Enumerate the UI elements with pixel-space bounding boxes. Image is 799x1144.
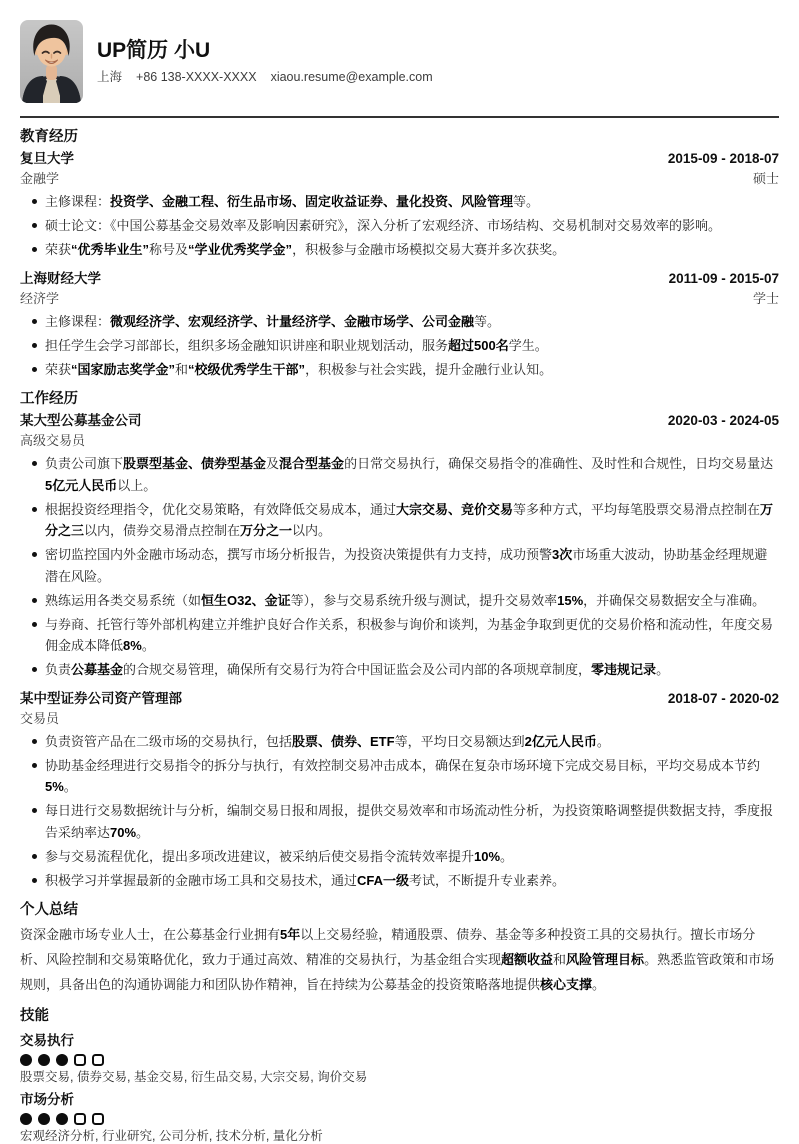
major: 经济学 — [20, 290, 60, 306]
bullet-dot-icon — [32, 507, 37, 512]
rating-dot-empty — [74, 1054, 86, 1066]
bullet-dot-icon — [32, 319, 37, 324]
education-date-range: 2011-09 - 2015-07 — [668, 270, 779, 286]
education-entry — [20, 269, 779, 381]
bullet-dot-icon — [32, 763, 37, 768]
section-education — [20, 128, 779, 380]
bullet-item — [20, 590, 779, 612]
contact-phone: +86 138-XXXX-XXXX — [136, 70, 257, 84]
skill-rating — [20, 1113, 779, 1125]
rating-dot-filled — [20, 1054, 32, 1066]
education-date-range: 2015-09 - 2018-07 — [667, 151, 779, 166]
profile-photo — [20, 20, 83, 103]
bullet-dot-icon — [32, 598, 37, 603]
education-entry — [20, 149, 779, 261]
work-section-title: 工作经历 — [20, 391, 78, 407]
bullet-item — [20, 800, 779, 843]
bullet-dot-icon — [32, 667, 37, 672]
work-entry — [20, 689, 779, 892]
profile-photo-illustration — [20, 20, 83, 103]
skill-keywords: 股票交易, 债券交易, 基金交易, 衍生品交易, 大宗交易, 询价交易 — [20, 1070, 368, 1084]
bullet-item — [20, 453, 779, 496]
bullet-dot-icon — [32, 854, 37, 859]
bullet-text: 参与交易流程优化，提出多项改进建议，被采纳后使交易指令流转效率提升10%。 — [45, 848, 514, 864]
bullet-dot-icon — [32, 878, 37, 883]
rating-dot-filled — [56, 1054, 68, 1066]
bullet-text: 积极学习并掌握最新的金融市场工具和交易技术，通过CFA一级考试，不断提升专业素养。 — [45, 872, 566, 888]
work-date-range: 2018-07 - 2020-02 — [667, 690, 779, 706]
bullet-dot-icon — [32, 343, 37, 348]
work-entry — [20, 411, 779, 681]
bullet-item — [20, 870, 779, 892]
work-date-range: 2020-03 - 2024-05 — [667, 413, 779, 428]
degree: 硕士 — [752, 171, 779, 186]
bullet-text: 硕士论文：《中国公募基金交易效率及影响因素研究》，深入分析了宏观经济、市场结构、交易机制对交易效率的影响。 — [45, 218, 722, 233]
bullet-item — [20, 731, 779, 753]
education-section-title: 教育经历 — [20, 129, 78, 145]
bullet-item — [20, 335, 779, 357]
bullet-text: 协助基金经理进行交易指令的拆分与执行，有效控制交易冲击成本，确保在复杂市场环境下完成交易目标，平均交易成本节约5%。 — [45, 757, 761, 794]
rating-dot-empty — [92, 1113, 104, 1125]
bullet-dot-icon — [32, 552, 37, 557]
bullet-item — [20, 499, 779, 542]
bullet-dot-icon — [32, 808, 37, 813]
bullet-text: 担任学生会学习部部长，组织多场金融知识讲座和职业规划活动，服务超过500名学生。 — [45, 337, 548, 353]
resume-header — [20, 20, 779, 103]
school-name: 复旦大学 — [20, 151, 74, 166]
education-bullets — [20, 189, 779, 261]
bullet-dot-icon — [32, 247, 37, 252]
skill-item — [20, 1090, 779, 1144]
bullet-text: 主修课程：微观经济学、宏观经济学、计量经济学、金融市场学、公司金融等。 — [45, 313, 501, 329]
work-bullets — [20, 451, 779, 681]
bullet-item — [20, 311, 779, 333]
contact-location: 上海 — [97, 70, 123, 84]
identity-block — [97, 37, 433, 86]
section-work — [20, 390, 779, 891]
bullet-item — [20, 215, 779, 237]
bullet-item — [20, 846, 779, 868]
skills-section-title: 技能 — [20, 1008, 49, 1024]
major: 金融学 — [20, 171, 60, 186]
bullet-text: 主修课程：投资学、金融工程、衍生品市场、固定收益证券、量化投资、风险管理等。 — [45, 194, 540, 209]
skill-item — [20, 1031, 779, 1085]
bullet-item — [20, 239, 779, 261]
bullet-dot-icon — [32, 367, 37, 372]
bullet-dot-icon — [32, 199, 37, 204]
bullet-dot-icon — [32, 739, 37, 744]
rating-dot-filled — [38, 1113, 50, 1125]
bullet-text: 每日进行交易数据统计与分析，编制交易日报和周报，提供交易效率和市场流动性分析，为投资策略调整提供数据支持，季度报告采纳率达70%。 — [45, 803, 774, 840]
bullet-text: 荣获“国家励志奖学金”和“校级优秀学生干部”，积极参与社会实践，提升金融行业认知。 — [45, 361, 553, 377]
candidate-name: UP简历 小U — [97, 39, 211, 62]
contact-row — [97, 69, 433, 86]
bullet-text: 密切监控国内外金融市场动态，撰写市场分析报告，为投资决策提供有力支持，成功预警3次市场重大波动，协助基金经理规避潜在风险。 — [45, 547, 768, 584]
bullet-item — [20, 659, 779, 681]
rating-dot-empty — [92, 1054, 104, 1066]
education-bullets — [20, 309, 779, 381]
skill-rating — [20, 1054, 779, 1066]
rating-dot-filled — [38, 1054, 50, 1066]
job-title: 高级交易员 — [20, 433, 86, 448]
skill-name: 交易执行 — [20, 1033, 74, 1048]
bullet-text: 负责公司旗下股票型基金、债券型基金及混合型基金的日常交易执行，确保交易指令的准确性、及时性和合规性，日均交易量达5亿元人民币以上。 — [45, 456, 774, 493]
degree: 学士 — [752, 290, 779, 306]
bullet-item — [20, 755, 779, 798]
bullet-item — [20, 359, 779, 381]
contact-email: xiaou.resume@example.com — [270, 70, 433, 84]
bullet-text: 负责资管产品在二级市场的交易执行，包括股票、债券、ETF等，平均日交易额达到2亿元人民币。 — [45, 733, 610, 749]
company-name: 某大型公募基金公司 — [20, 413, 142, 428]
bullet-dot-icon — [32, 223, 37, 228]
bullet-item — [20, 614, 779, 657]
header-divider — [20, 116, 779, 118]
bullet-text: 荣获“优秀毕业生”称号及“学业优秀奖学金”，积极参与金融市场模拟交易大赛并多次获奖。 — [45, 242, 566, 257]
summary-section-title: 个人总结 — [20, 902, 78, 918]
rating-dot-empty — [74, 1113, 86, 1125]
job-title: 交易员 — [20, 710, 60, 726]
bullet-dot-icon — [32, 622, 37, 627]
section-skills — [20, 1007, 779, 1144]
bullet-text: 负责公募基金的合规交易管理，确保所有交易行为符合中国证监会及公司内部的各项规章制度，零违规记录。 — [45, 662, 670, 677]
section-summary — [20, 901, 779, 997]
bullet-text: 熟练运用各类交易系统（如恒生O32、金证等），参与交易系统升级与测试，提升交易效率15%，并确保交易数据安全与准确。 — [45, 592, 766, 608]
skill-name: 市场分析 — [20, 1092, 74, 1107]
bullet-item — [20, 544, 779, 587]
bullet-text: 与券商、托管行等外部机构建立并维护良好合作关系，积极参与询价和谈判，为基金争取到更优的交易价格和流动性，年度交易佣金成本降低8%。 — [45, 616, 774, 653]
rating-dot-filled — [20, 1113, 32, 1125]
bullet-dot-icon — [32, 461, 37, 466]
summary-paragraph: 资深金融市场专业人士，在公募基金行业拥有5年以上交易经验，精通股票、债券、基金等多种投资工具的交易执行。擅长市场分析、风险控制和交易策略优化，致力于通过高效、精准的交易执行，为基金组合实现超额收益和风险管理目标。熟悉监管政策和市场规则，具备出色的沟通协调能力和团队协作精神，旨在持续为公募基金的投资策略落地提供核心支撑。 — [20, 927, 775, 992]
company-name: 某中型证券公司资产管理部 — [20, 690, 182, 706]
school-name: 上海财经大学 — [20, 270, 101, 286]
bullet-text: 根据投资经理指令，优化交易策略，有效降低交易成本，通过大宗交易、竞价交易等多种方式，平均每笔股票交易滑点控制在万分之三以内，债券交易滑点控制在万分之一以内。 — [45, 501, 774, 538]
rating-dot-filled — [56, 1113, 68, 1125]
work-bullets — [20, 729, 779, 892]
skill-keywords: 宏观经济分析, 行业研究, 公司分析, 技术分析, 量化分析 — [20, 1129, 323, 1143]
bullet-item — [20, 191, 779, 213]
